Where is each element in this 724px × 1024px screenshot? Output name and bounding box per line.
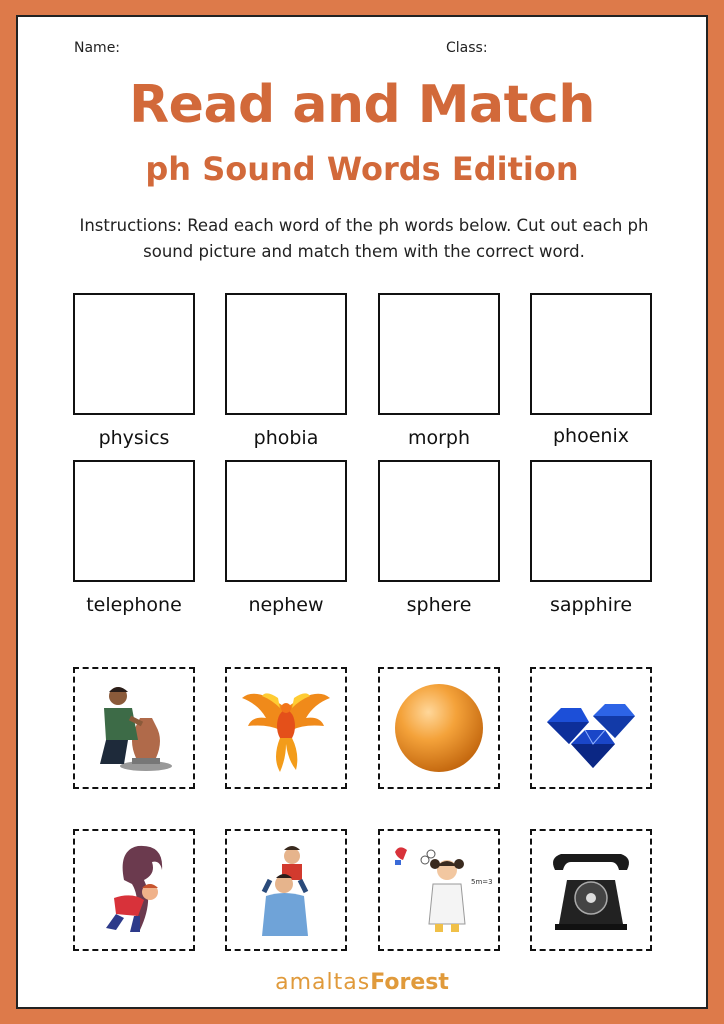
answer-box: [378, 460, 500, 582]
phoenix-icon: [236, 678, 336, 778]
word-label: telephone: [86, 594, 182, 616]
name-label: Name:: [74, 40, 121, 56]
picture-card[interactable]: [530, 667, 652, 789]
answer-box: [530, 293, 652, 415]
brand-logo: [18, 970, 706, 995]
word-label: physics: [98, 427, 170, 449]
answer-box: [378, 293, 500, 415]
picture-card[interactable]: [225, 667, 347, 789]
scared-person-icon: [84, 840, 184, 940]
child-on-shoulders-icon: [236, 840, 336, 940]
word-label: sapphire: [549, 594, 633, 616]
answer-box: [73, 460, 195, 582]
word-label: phoenix: [553, 425, 629, 447]
orange-ball-icon: [389, 678, 489, 778]
picture-card[interactable]: [225, 829, 347, 951]
scientist-girl-icon: [389, 840, 493, 940]
rotary-telephone-icon: [541, 840, 641, 940]
picture-card[interactable]: [73, 667, 195, 789]
answer-box: [225, 460, 347, 582]
class-label: Class:: [446, 40, 488, 56]
worksheet-subtitle: ph Sound Words Edition: [145, 150, 579, 188]
worksheet-title: Read and Match: [129, 75, 595, 135]
word-label: sphere: [406, 594, 472, 616]
brand-bold-text: Forest: [370, 970, 449, 995]
answer-box: [530, 460, 652, 582]
word-label: phobia: [253, 427, 319, 449]
answer-box: [225, 293, 347, 415]
answer-box: [73, 293, 195, 415]
picture-card[interactable]: [73, 829, 195, 951]
instructions-text: Instructions: Read each word of the ph words below. Cut out each ph sound picture and match them with the correct word.: [79, 216, 649, 261]
potter-icon: [84, 678, 184, 778]
picture-card[interactable]: [378, 667, 500, 789]
svg-text:5m=3: 5m=3: [471, 878, 493, 886]
blue-gems-icon: [541, 678, 641, 778]
picture-card[interactable]: [378, 829, 500, 951]
word-label: nephew: [248, 594, 324, 616]
picture-card[interactable]: [530, 829, 652, 951]
worksheet: [16, 15, 708, 1009]
brand-light-text: amaltas: [275, 970, 371, 995]
word-label: morph: [407, 427, 471, 449]
